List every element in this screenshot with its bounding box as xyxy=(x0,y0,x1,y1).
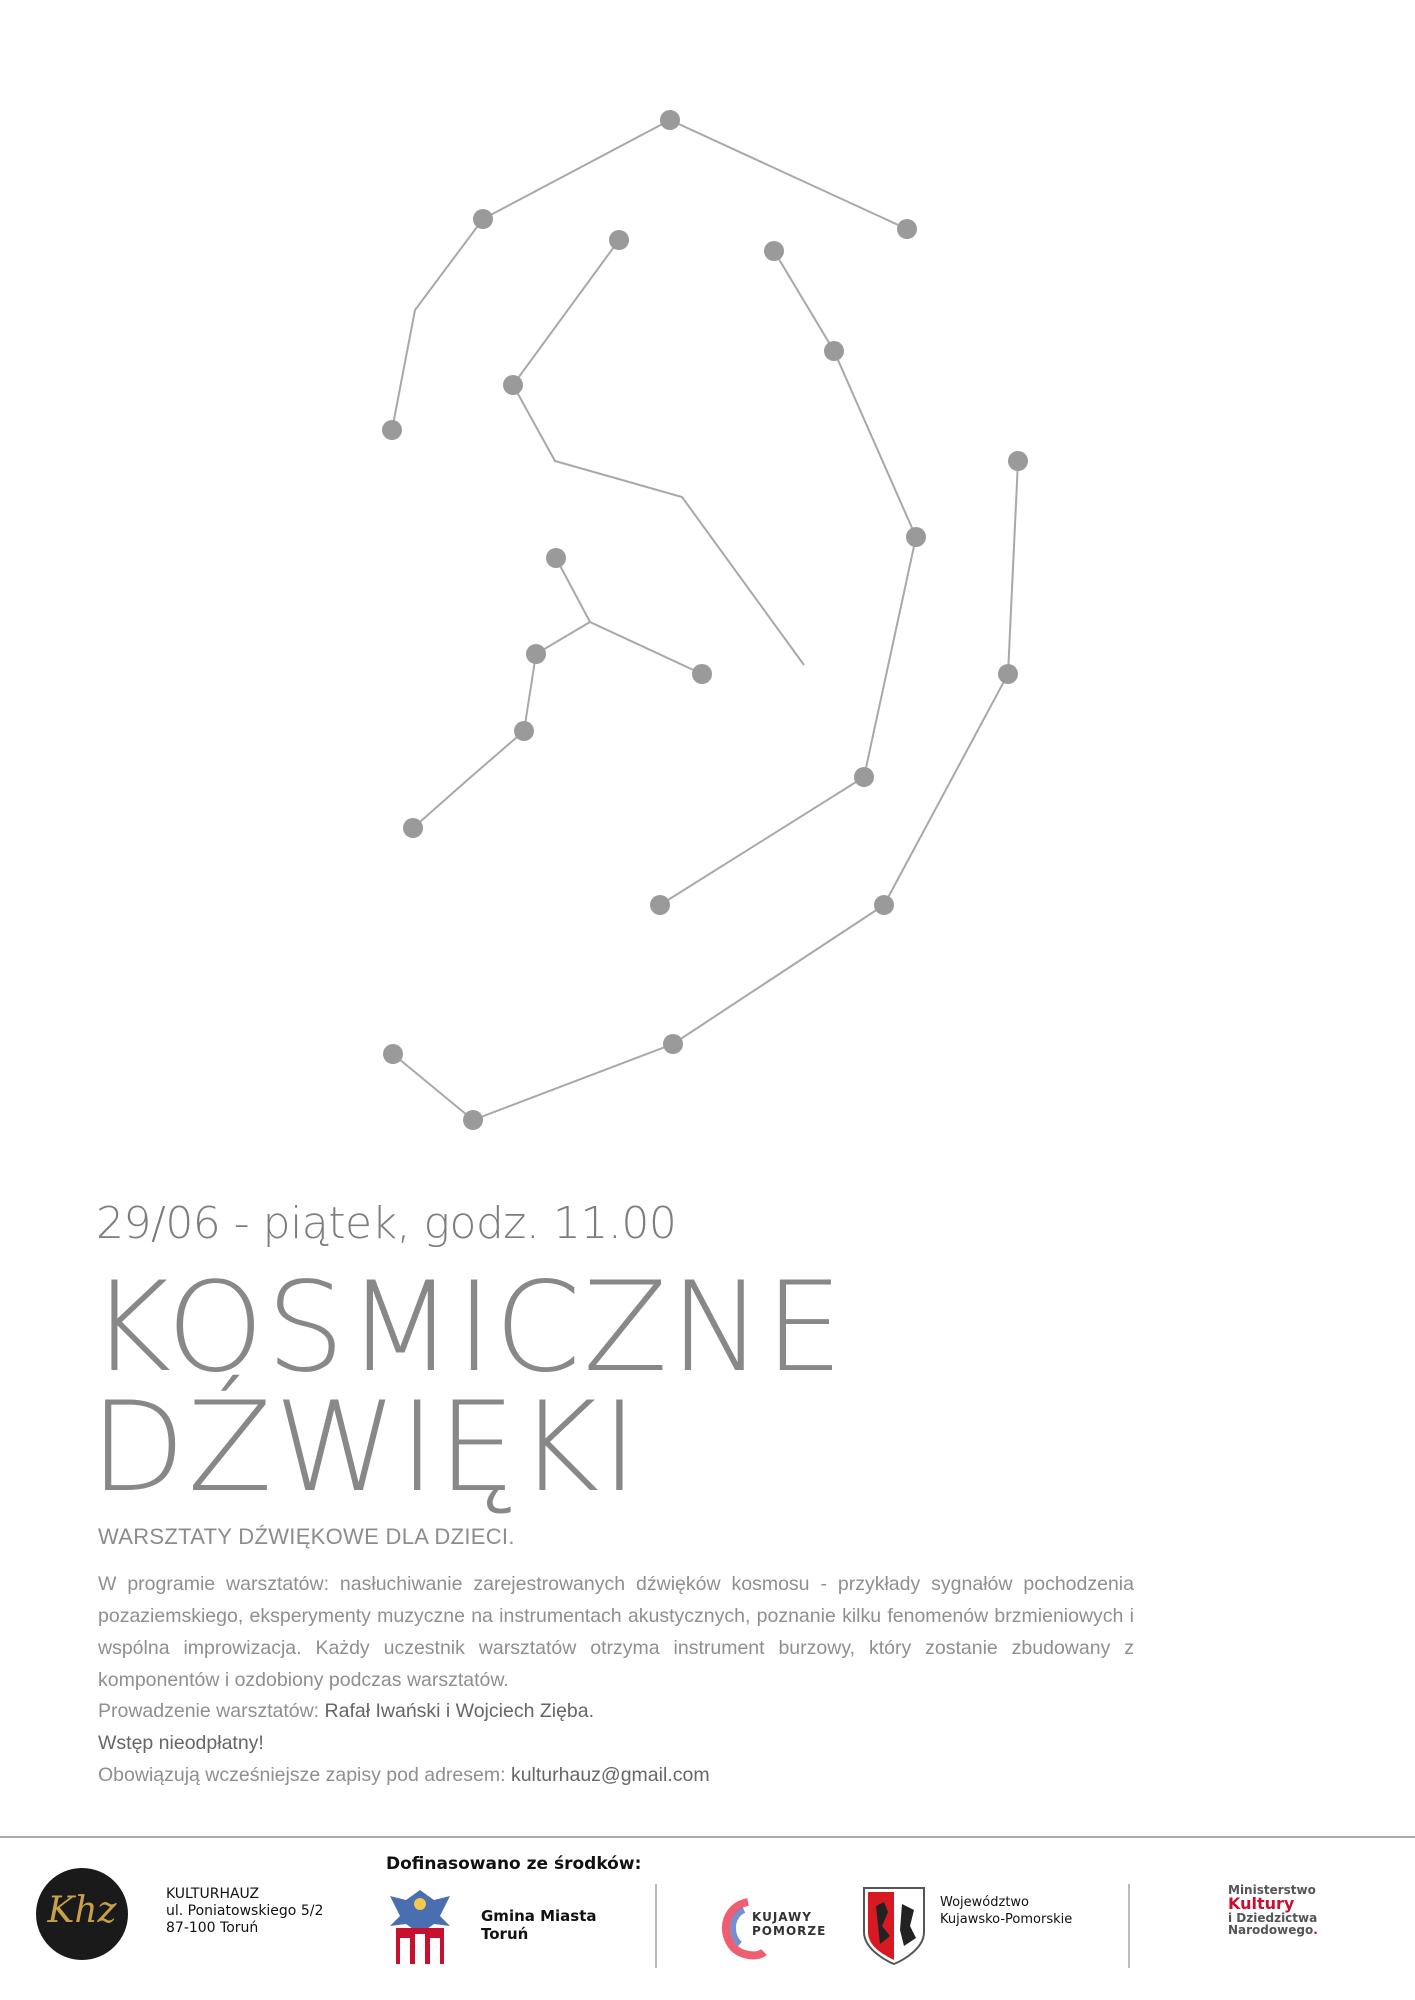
footer-divider xyxy=(0,1836,1415,1838)
constellation-dot xyxy=(609,230,629,250)
event-date: 29/06 - piątek, godz. 11.00 xyxy=(96,1198,677,1249)
constellation-line xyxy=(413,622,590,828)
kulturhauz-logo xyxy=(36,1868,128,1960)
kp-line-2: POMORZE xyxy=(752,1924,827,1938)
kp-line-1: KUJAWY xyxy=(752,1910,812,1924)
organizer-address xyxy=(166,1886,323,1937)
gmina-line-2: Toruń xyxy=(481,1925,529,1943)
constellation-dot xyxy=(824,341,844,361)
gmina-line-1: Gmina Miasta xyxy=(481,1907,597,1925)
constellation-dot xyxy=(463,1110,483,1130)
torun-coat-of-arms-icon xyxy=(386,1886,454,1968)
wojewodztwo-label xyxy=(940,1894,1072,1928)
ministry-line-1: Ministerstwo xyxy=(1228,1883,1316,1897)
constellation-line xyxy=(392,120,907,430)
constellation-dot xyxy=(663,1034,683,1054)
title-line-1: KOSMICZNE xyxy=(90,1256,846,1400)
signup-line xyxy=(98,1764,710,1787)
constellation-dot xyxy=(854,767,874,787)
constellation-dot xyxy=(906,527,926,547)
ministry-logo xyxy=(1228,1884,1318,1936)
org-name: KULTURHAUZ xyxy=(166,1886,260,1902)
event-description: W programie warsztatów: nasłuchiwanie zarejestrowanych dźwięków kosmosu - przykłady sygnałów pochodzenia pozaziemskiego, eksperymenty muzyczne na instrumentach akustycznych, poznanie kilku fenomenów brzmieniowych i wspólna improwizacja. Każdy uczestnik warsztatów otrzyma instrument burzowy, który zostanie zbudowany z komponentów i ozdobiony podczas warsztatów. xyxy=(98,1573,1134,1691)
constellation-dot xyxy=(403,818,423,838)
ministry-line-4: Narodowego xyxy=(1228,1923,1314,1937)
constellation-dot xyxy=(503,375,523,395)
woj-line-2: Kujawsko-Pomorskie xyxy=(940,1912,1073,1927)
ministry-line-4-wrap: Narodowego. xyxy=(1228,1923,1318,1937)
constellation-dot xyxy=(764,241,784,261)
constellation-dot xyxy=(383,1044,403,1064)
constellation-dot xyxy=(998,664,1018,684)
constellation-dot xyxy=(660,110,680,130)
org-street: ul. Poniatowskiego 5/2 xyxy=(166,1903,324,1919)
constellation-line xyxy=(513,240,804,665)
org-city: 87-100 Toruń xyxy=(166,1920,259,1936)
signup-label: Obowiązują wcześniejsze zapisy pod adresem: xyxy=(98,1764,506,1786)
constellation-line xyxy=(660,251,916,905)
kujawy-pomorze-label xyxy=(752,1910,826,1938)
leaders-names: Rafał Iwański i Wojciech Zięba. xyxy=(324,1700,595,1722)
event-subtitle: WARSZTATY DŹWIĘKOWE DLA DZIECI. xyxy=(98,1524,515,1549)
ministry-line-3: i Dziedzictwa xyxy=(1228,1911,1318,1925)
leaders-label: Prowadzenie warsztatów: xyxy=(98,1700,320,1722)
constellation-dot xyxy=(897,219,917,239)
constellation-dot xyxy=(382,420,402,440)
constellation-dot xyxy=(526,644,546,664)
signup-email-link[interactable]: kulturhauz@gmail.com xyxy=(510,1764,710,1786)
title-line-2: DŹWIĘKI xyxy=(90,1376,640,1520)
constellation-dot xyxy=(874,895,894,915)
footer-separator xyxy=(1128,1884,1130,1968)
leaders-line xyxy=(98,1700,594,1723)
constellation-line xyxy=(393,461,1018,1120)
constellation-line xyxy=(556,558,702,674)
event-title xyxy=(90,1256,846,1520)
ministry-line-2: Kultury xyxy=(1228,1894,1295,1913)
constellation-dot xyxy=(514,721,534,741)
gmina-torun-label xyxy=(481,1907,597,1943)
footer-separator xyxy=(655,1884,657,1968)
free-entry: Wstęp nieodpłatny! xyxy=(98,1732,264,1754)
constellation-dot xyxy=(650,895,670,915)
constellation-dot xyxy=(473,209,493,229)
constellation-dot xyxy=(692,664,712,684)
constellation-dot xyxy=(1008,451,1028,471)
constellation-dot xyxy=(546,548,566,568)
funded-by-label: Dofinasowano ze środków: xyxy=(386,1854,642,1874)
kulturhauz-logo-monogram: Khz xyxy=(47,1890,117,1931)
woj-line-1: Województwo xyxy=(940,1895,1030,1910)
wojewodztwo-crest-icon xyxy=(862,1886,926,1966)
